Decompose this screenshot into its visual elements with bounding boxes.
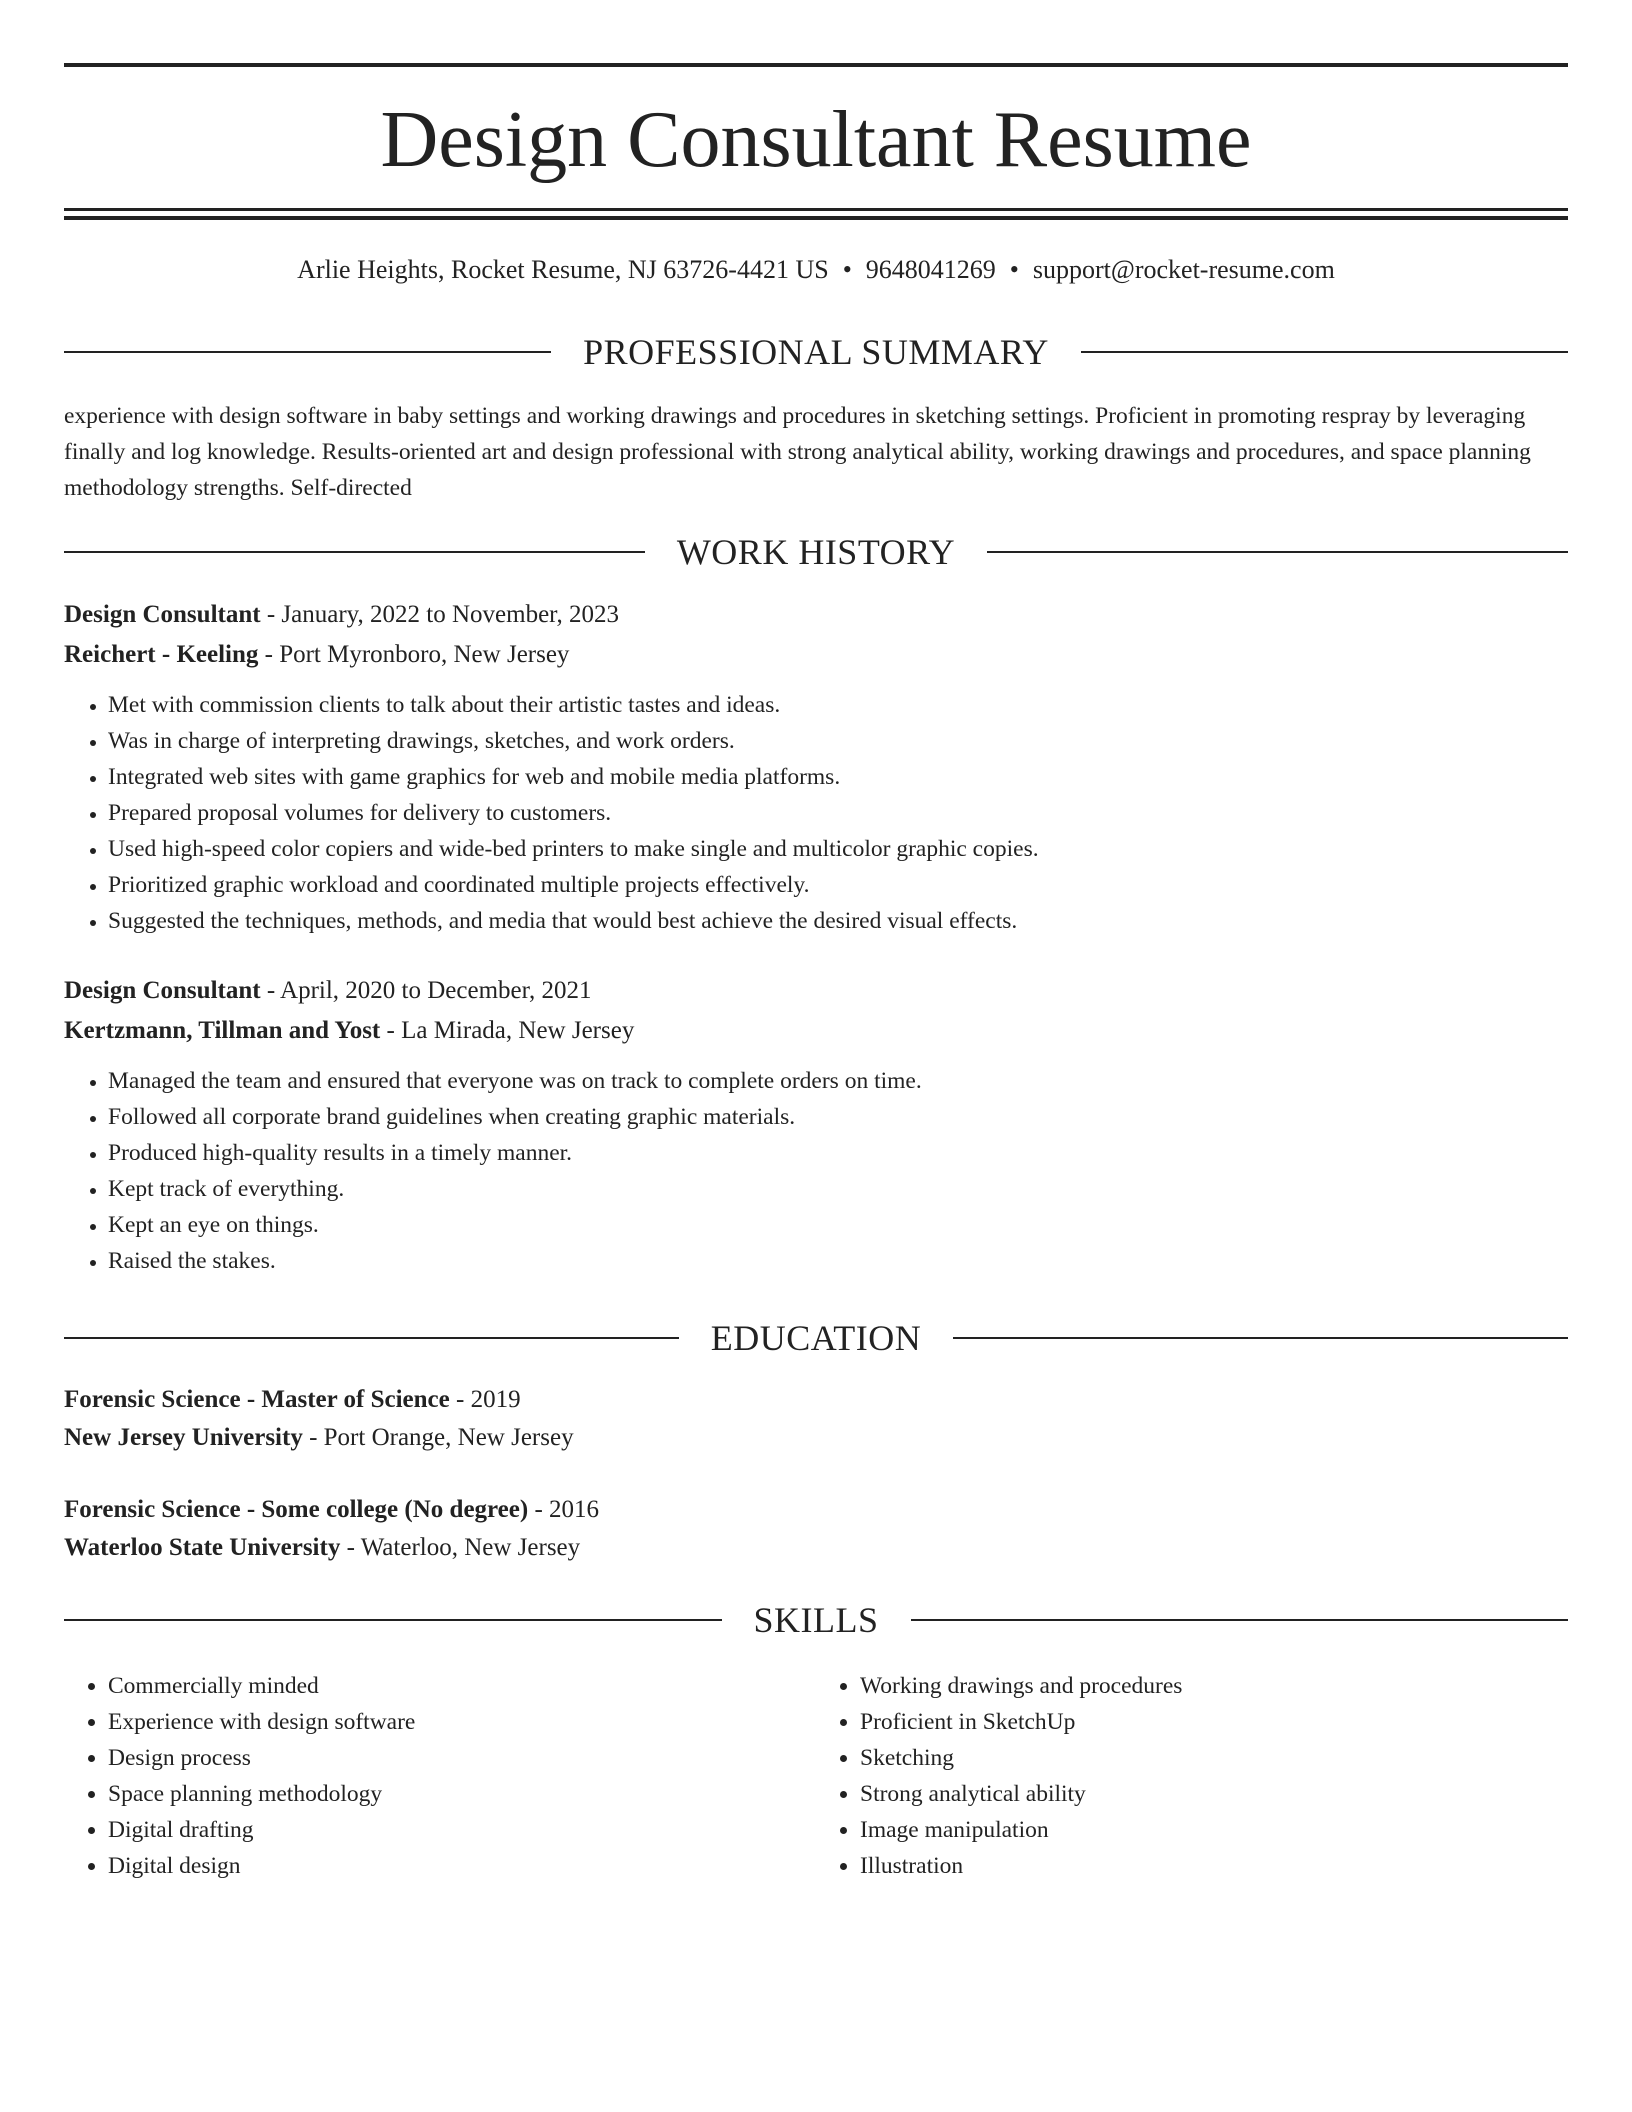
job-title-line <box>64 971 1568 1011</box>
job-bullets <box>64 687 1568 939</box>
education-year: - 2016 <box>528 1496 600 1523</box>
section-rule-left <box>64 351 551 353</box>
list-item: • Design process <box>108 1740 816 1776</box>
education-entry <box>64 1491 1568 1567</box>
job-role: Design Consultant <box>64 601 261 628</box>
list-item: • Sketching <box>860 1740 1568 1776</box>
job-role: Design Consultant <box>64 977 261 1004</box>
job-company: Reichert - Keeling <box>64 641 259 668</box>
education-school: New Jersey University <box>64 1424 303 1451</box>
section-rule-right <box>953 1337 1568 1339</box>
list-item: • Digital drafting <box>108 1812 816 1848</box>
job-bullets <box>64 1063 1568 1279</box>
section-header-work <box>64 530 1568 574</box>
job-company-line <box>64 635 1568 675</box>
education-location: - Port Orange, New Jersey <box>302 1424 574 1451</box>
education-entry <box>64 1381 1568 1457</box>
contact-email: support@rocket-resume.com <box>1032 255 1335 284</box>
education-degree-line <box>64 1491 1568 1529</box>
section-header-education <box>64 1316 1568 1360</box>
education-school-line <box>64 1529 1568 1567</box>
list-item: • Met with commission clients to talk about their artistic tastes and ideas. <box>108 687 1568 723</box>
list-item: • Suggested the techniques, methods, and media that would best achieve the desired visual effects. <box>108 903 1568 939</box>
section-header-skills <box>64 1598 1568 1642</box>
section-rule-right <box>911 1619 1569 1621</box>
education-school: Waterloo State University <box>64 1534 341 1561</box>
section-rule-left <box>64 1619 722 1621</box>
section-rule-right <box>987 551 1568 553</box>
list-item: • Experience with design software <box>108 1704 816 1740</box>
section-title-education: EDUCATION <box>710 1318 922 1358</box>
list-item: • Digital design <box>108 1848 816 1884</box>
job-company: Kertzmann, Tillman and Yost <box>64 1017 381 1044</box>
list-item: • Managed the team and ensured that everyone was on track to complete orders on time. <box>108 1063 1568 1099</box>
job-company-line <box>64 1011 1568 1051</box>
skills-columns <box>64 1668 1568 1884</box>
list-item: • Strong analytical ability <box>860 1776 1568 1812</box>
contact-address: Arlie Heights, Rocket Resume, NJ 63726-4421 US <box>297 255 829 284</box>
job-location: - La Mirada, New Jersey <box>380 1017 635 1044</box>
header-top-rule <box>64 63 1568 67</box>
education-degree: Forensic Science - Some college (No degree) <box>64 1496 529 1523</box>
job-entry <box>64 971 1568 1279</box>
skills-list-left <box>64 1668 816 1884</box>
education-location: - Waterloo, New Jersey <box>340 1534 581 1561</box>
section-title-work: WORK HISTORY <box>676 532 956 572</box>
list-item: • Commercially minded <box>108 1668 816 1704</box>
education-school-line <box>64 1419 1568 1457</box>
header-double-rule <box>64 208 1568 220</box>
list-item: • Kept track of everything. <box>108 1171 1568 1207</box>
list-item: • Prioritized graphic workload and coordinated multiple projects effectively. <box>108 867 1568 903</box>
job-title-line <box>64 595 1568 635</box>
education-degree: Forensic Science - Master of Science <box>64 1386 450 1413</box>
section-rule-right <box>1081 351 1568 353</box>
section-rule-left <box>64 1337 679 1339</box>
contact-separator: • <box>1009 255 1019 284</box>
resume-title: Design Consultant Resume <box>380 96 1252 184</box>
contact-separator: • <box>842 255 852 284</box>
list-item: • Used high-speed color copiers and wide-bed printers to make single and multicolor graphic copies. <box>108 831 1568 867</box>
list-item: • Prepared proposal volumes for delivery to customers. <box>108 795 1568 831</box>
section-rule-left <box>64 551 645 553</box>
section-title-skills: SKILLS <box>753 1600 879 1640</box>
list-item: • Illustration <box>860 1848 1568 1884</box>
list-item: • Proficient in SketchUp <box>860 1704 1568 1740</box>
list-item: • Working drawings and procedures <box>860 1668 1568 1704</box>
education-year: - 2019 <box>449 1386 521 1413</box>
list-item: • Image manipulation <box>860 1812 1568 1848</box>
summary-text: experience with design software in baby settings and working drawings and procedures in sketching settings. Proficient in promoting respray by leveraging finally and log knowledge. Results-oriented art and design professional with strong analytical ability, working drawings and procedures, and space planning methodology strengths. Self-directed <box>64 403 1531 501</box>
education-degree-line <box>64 1381 1568 1419</box>
list-item: • Followed all corporate brand guidelines when creating graphic materials. <box>108 1099 1568 1135</box>
section-header-summary <box>64 330 1568 374</box>
list-item: • Space planning methodology <box>108 1776 816 1812</box>
list-item: • Produced high-quality results in a timely manner. <box>108 1135 1568 1171</box>
list-item: • Kept an eye on things. <box>108 1207 1568 1243</box>
contact-line <box>64 252 1568 288</box>
skills-list-right <box>816 1668 1568 1884</box>
job-entry <box>64 595 1568 939</box>
list-item: • Integrated web sites with game graphics for web and mobile media platforms. <box>108 759 1568 795</box>
job-location: - Port Myronboro, New Jersey <box>258 641 570 668</box>
list-item: • Was in charge of interpreting drawings, sketches, and work orders. <box>108 723 1568 759</box>
section-title-summary: PROFESSIONAL SUMMARY <box>583 332 1049 372</box>
job-dates: - January, 2022 to November, 2023 <box>260 601 619 628</box>
job-dates: - April, 2020 to December, 2021 <box>260 977 592 1004</box>
list-item: • Raised the stakes. <box>108 1243 1568 1279</box>
contact-phone: 9648041269 <box>865 255 996 284</box>
